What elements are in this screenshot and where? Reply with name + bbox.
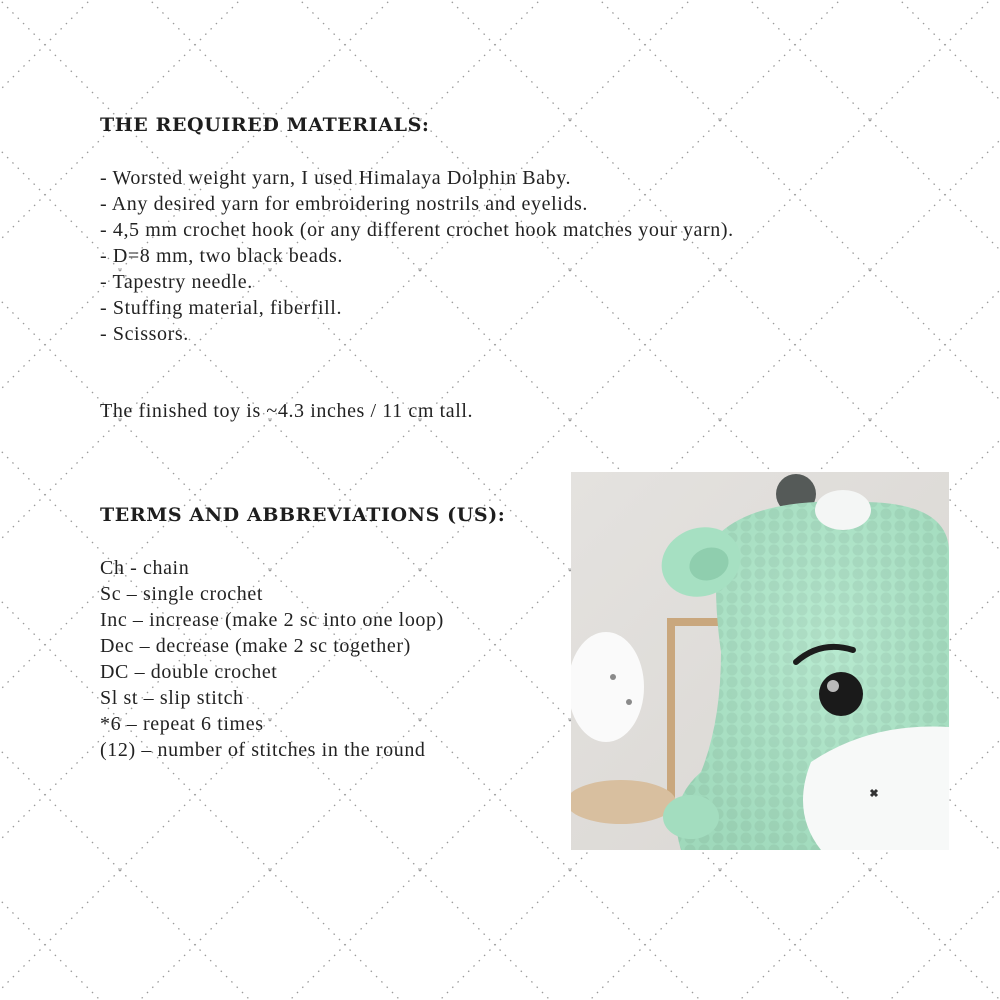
materials-item: - Stuffing material, fiberfill. <box>100 297 343 319</box>
terms-item: (12) – number of stitches in the round <box>100 739 426 761</box>
toy-eye-highlight <box>827 680 839 692</box>
finished-size-note: The finished toy is ~4.3 inches / 11 cm tall. <box>100 400 474 422</box>
terms-item: Ch - chain <box>100 557 190 579</box>
terms-item: *6 – repeat 6 times <box>100 713 264 735</box>
materials-item: - 4,5 mm crochet hook (or any different crochet hook matches your yarn). <box>100 219 734 241</box>
materials-list <box>100 165 860 347</box>
wooden-shelf <box>571 780 676 824</box>
toy-eye <box>819 672 863 716</box>
materials-item: - Any desired yarn for embroidering nostrils and eyelids. <box>100 193 588 215</box>
toy-photo <box>571 472 949 850</box>
terms-heading: TERMS AND ABBREVIATIONS (US): <box>100 504 506 526</box>
materials-item: - Worsted weight yarn, I used Himalaya Dolphin Baby. <box>100 167 572 189</box>
cloud-shelf <box>571 632 644 742</box>
terms-item: Inc – increase (make 2 sc into one loop) <box>100 609 444 631</box>
toy-nostril <box>871 790 877 796</box>
terms-list <box>100 555 560 763</box>
terms-item: Sc – single crochet <box>100 583 264 605</box>
toy-horn <box>815 490 871 530</box>
terms-item: Dec – decrease (make 2 sc together) <box>100 635 411 657</box>
toy-arm <box>663 795 719 839</box>
terms-item: DC – double crochet <box>100 661 278 683</box>
materials-heading: THE REQUIRED MATERIALS: <box>100 114 430 136</box>
materials-item: - Tapestry needle. <box>100 271 253 293</box>
cloud-dot <box>610 674 616 680</box>
toy-photo-illustration <box>571 472 949 850</box>
materials-item: - Scissors. <box>100 323 189 345</box>
terms-item: Sl st – slip stitch <box>100 687 244 709</box>
cloud-dot <box>626 699 632 705</box>
materials-item: - D=8 mm, two black beads. <box>100 245 343 267</box>
